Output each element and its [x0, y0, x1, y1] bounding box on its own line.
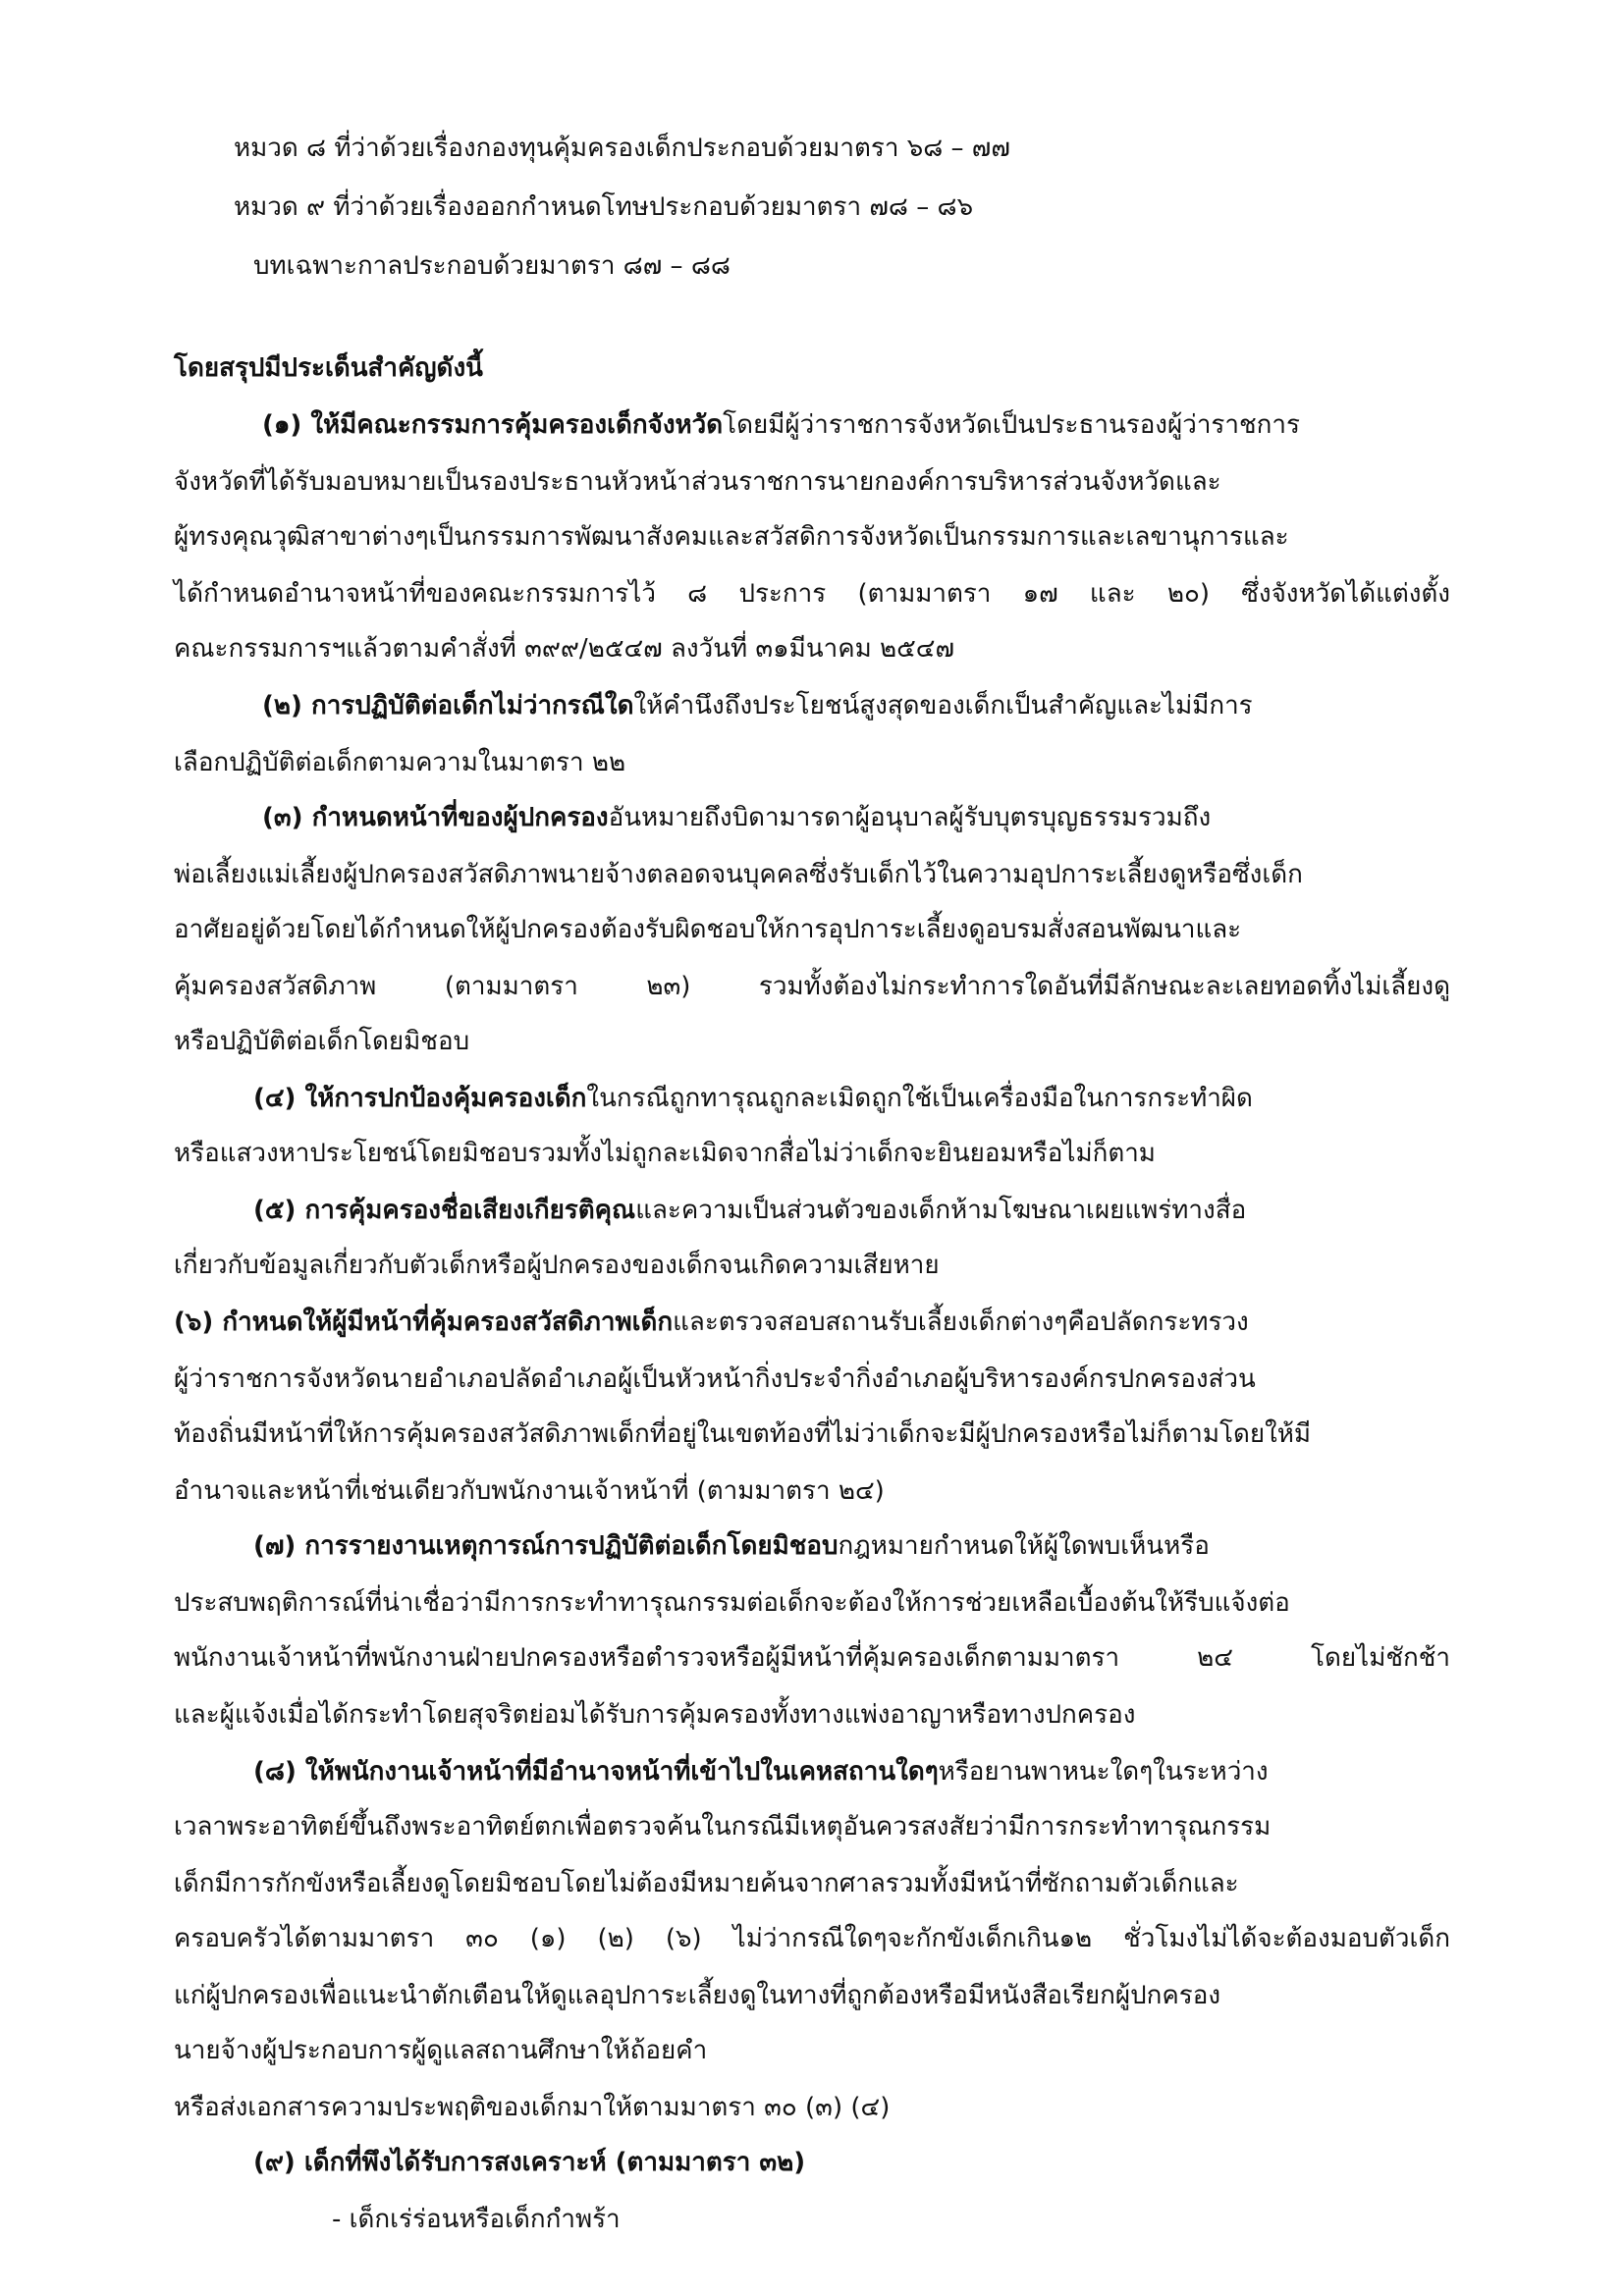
item-8-line-3: เด็กมีการกักขังหรือเลี้ยงดูโดยมิชอบโดยไม่ต้องมีหมายค้นจากศาลรวมทั้งมีหน้าที่ซักถามตัวเด็กและ	[174, 1869, 1239, 1898]
item-5-title: (๕) การคุ้มครองชื่อเสียงเกียรติคุณ	[253, 1196, 636, 1225]
item-8-line-5: แก่ผู้ปกครองเพื่อแนะนำตักเตือนให้ดูแลอุปการะเลี้ยงดูในทางที่ถูกต้องหรือมีหนังสือเรียกผู้ปกครอง	[174, 1981, 1221, 2010]
item-3-title: (๓) กำหนดหน้าที่ของผู้ปกครอง	[262, 803, 609, 832]
item-6-line-3: ท้องถิ่นมีหน้าที่ให้การคุ้มครองสวัสดิภาพเด็กที่อยู่ในเขตท้องที่ไม่ว่าเด็กจะมีผู้ปกครองหรือไม่ก็ตามโดยให้มี	[174, 1419, 1312, 1449]
item-3-line-2: พ่อเลี้ยงแม่เลี้ยงผู้ปกครองสวัสดิภาพนายจ้างตลอดจนบุคคลซึ่งรับเด็กไว้ในความอุปการะเลี้ยงดูหรือซึ่งเด็ก	[174, 860, 1303, 889]
transitional-provisions-line: บทเฉพาะกาลประกอบด้วยมาตรา ๘๗ – ๘๘	[253, 251, 731, 281]
item-1-line-4: ได้กำหนดอำนาจหน้าที่ของคณะกรรมการไว้ ๘ ประการ (ตามมาตรา ๑๗ และ ๒๐) ซึ่งจังหวัดได้แต่งตั้ง	[174, 579, 1450, 609]
item-6-text: และตรวจสอบสถานรับเลี้ยงเด็กต่างๆคือปลัดกระทรวง	[673, 1308, 1249, 1337]
item-6-line-2: ผู้ว่าราชการจังหวัดนายอำเภอปลัดอำเภอผู้เป็นหัวหน้ากิ่งประจำกิ่งอำเภอผู้บริหารองค์กรปกครองส่วน	[174, 1364, 1256, 1394]
item-4-first-line	[253, 1074, 1253, 1123]
summary-heading: โดยสรุปมีประเด็นสำคัญดังนี้	[174, 353, 483, 383]
item-6-line-4: อำนาจและหน้าที่เช่นเดียวกับพนักงานเจ้าหน้าที่ (ตามมาตรา ๒๔)	[174, 1476, 885, 1506]
item-2-title: (๒) การปฏิบัติต่อเด็กไม่ว่ากรณีใด	[262, 691, 634, 721]
item-1-text: โดยมีผู้ว่าราชการจังหวัดเป็นประธานรองผู้ว่าราชการ	[723, 410, 1300, 440]
item-8-line-2: เวลาพระอาทิตย์ขึ้นถึงพระอาทิตย์ตกเพื่อตรวจค้นในกรณีมีเหตุอันควรสงสัยว่ามีการกระทำทารุณกรรม	[174, 1812, 1272, 1842]
item-8-first-line	[253, 1747, 1269, 1796]
item-4-title: (๔) ให้การปกป้องคุ้มครองเด็ก	[253, 1084, 587, 1113]
item-6-title: (๖) กำหนดให้ผู้มีหน้าที่คุ้มครองสวัสดิภาพเด็ก	[174, 1308, 674, 1337]
item-9-bullet-1: - เด็กเร่ร่อนหรือเด็กกำพร้า	[332, 2205, 621, 2234]
item-3-text: อันหมายถึงบิดามารดาผู้อนุบาลผู้รับบุตรบุญธรรมรวมถึง	[608, 803, 1212, 832]
item-6-first-line	[174, 1298, 1249, 1347]
item-2-line-2: เลือกปฏิบัติต่อเด็กตามความในมาตรา ๒๒	[174, 748, 626, 777]
item-8-text: หรือยานพาหนะใดๆในระหว่าง	[938, 1757, 1269, 1787]
item-3-line-4: คุ้มครองสวัสดิภาพ (ตามมาตรา ๒๓) รวมทั้งต้องไม่กระทำการใดอันที่มีลักษณะละเลยทอดทิ้งไม่เลี้ยงดู	[174, 972, 1450, 1001]
item-7-title: (๗) การรายงานเหตุการณ์การปฏิบัติต่อเด็กโดยมิชอบ	[253, 1531, 839, 1561]
item-7-line-2: ประสบพฤติการณ์ที่น่าเชื่อว่ามีการกระทำทารุณกรรมต่อเด็กจะต้องให้การช่วยเหลือเบื้องต้นให้รีบแจ้งต่อ	[174, 1588, 1290, 1618]
item-2-text: ให้คำนึงถึงประโยชน์สูงสุดของเด็กเป็นสำคัญและไม่มีการ	[633, 691, 1253, 721]
item-4-line-2: หรือแสวงหาประโยชน์โดยมิชอบรวมทั้งไม่ถูกละเมิดจากสื่อไม่ว่าเด็กจะยินยอมหรือไม่ก็ตาม	[174, 1139, 1156, 1168]
item-1-first-line	[262, 400, 1300, 450]
item-3-line-5: หรือปฏิบัติต่อเด็กโดยมิชอบ	[174, 1027, 470, 1056]
item-1-line-5: คณะกรรมการฯแล้วตามคำสั่งที่ ๓๙๙/๒๕๔๗ ลงวันที่ ๓๑มีนาคม ๒๕๔๗	[174, 634, 955, 664]
item-7-text: กฎหมายกำหนดให้ผู้ใดพบเห็นหรือ	[838, 1531, 1210, 1561]
item-8-line-7: หรือส่งเอกสารความประพฤติของเด็กมาให้ตามมาตรา ๓๐ (๓) (๔)	[174, 2093, 891, 2122]
item-3-line-3: อาศัยอยู่ด้วยโดยได้กำหนดให้ผู้ปกครองต้องรับผิดชอบให้การอุปการะเลี้ยงดูอบรมสั่งสอนพัฒนาและ	[174, 915, 1242, 944]
item-7-line-3: พนักงานเจ้าหน้าที่พนักงานฝ่ายปกครองหรือตำรวจหรือผู้มีหน้าที่คุ้มครองเด็กตามมาตรา ๒๔ โดยไม่ชักช้า	[174, 1643, 1450, 1673]
item-1-line-3: ผู้ทรงคุณวุฒิสาขาต่างๆเป็นกรรมการพัฒนาสังคมและสวัสดิการจังหวัดเป็นกรรมการและเลขานุการและ	[174, 522, 1289, 552]
item-5-line-2: เกี่ยวกับข้อมูลเกี่ยวกับตัวเด็กหรือผู้ปกครองของเด็กจนเกิดความเสียหาย	[174, 1251, 940, 1280]
chapter-8-line: หมวด ๘ ที่ว่าด้วยเรื่องกองทุนคุ้มครองเด็กประกอบด้วยมาตรา ๖๘ – ๗๗	[234, 133, 1010, 163]
item-4-text: ในกรณีถูกทารุณถูกละเมิดถูกใช้เป็นเครื่องมือในการกระทำผิด	[586, 1084, 1253, 1113]
item-8-line-4: ครอบครัวได้ตามมาตรา ๓๐ (๑) (๒) (๖) ไม่ว่ากรณีใดๆจะกักขังเด็กเกิน๑๒ ชั่วโมงไม่ได้จะต้องมอบตัวเด็ก	[174, 1924, 1450, 1953]
item-9-title: (๙) เด็กที่พึงได้รับการสงเคราะห์ (ตามมาตรา ๓๒)	[253, 2148, 806, 2177]
item-3-first-line	[262, 793, 1211, 842]
item-5-text: และความเป็นส่วนตัวของเด็กห้ามโฆษณาเผยแพร่ทางสื่อ	[635, 1196, 1247, 1225]
item-7-first-line	[253, 1522, 1210, 1571]
item-8-title: (๘) ให้พนักงานเจ้าหน้าที่มีอำนาจหน้าที่เข้าไปในเคหสถานใดๆ	[253, 1757, 939, 1787]
item-1-line-2: จังหวัดที่ได้รับมอบหมายเป็นรองประธานหัวหน้าส่วนราชการนายกองค์การบริหารส่วนจังหวัดและ	[174, 467, 1221, 497]
item-2-first-line	[262, 681, 1253, 730]
item-7-line-4: และผู้แจ้งเมื่อได้กระทำโดยสุจริตย่อมได้รับการคุ้มครองทั้งทางแพ่งอาญาหรือทางปกครอง	[174, 1700, 1136, 1730]
item-1-title: (๑) ให้มีคณะกรรมการคุ้มครองเด็กจังหวัด	[262, 410, 724, 440]
item-8-line-6: นายจ้างผู้ประกอบการผู้ดูแลสถานศึกษาให้ถ้อยคำ	[174, 2036, 708, 2065]
item-5-first-line	[253, 1186, 1246, 1235]
chapter-9-line: หมวด ๙ ที่ว่าด้วยเรื่องออกกำหนดโทษประกอบด้วยมาตรา ๗๘ – ๘๖	[234, 192, 974, 222]
